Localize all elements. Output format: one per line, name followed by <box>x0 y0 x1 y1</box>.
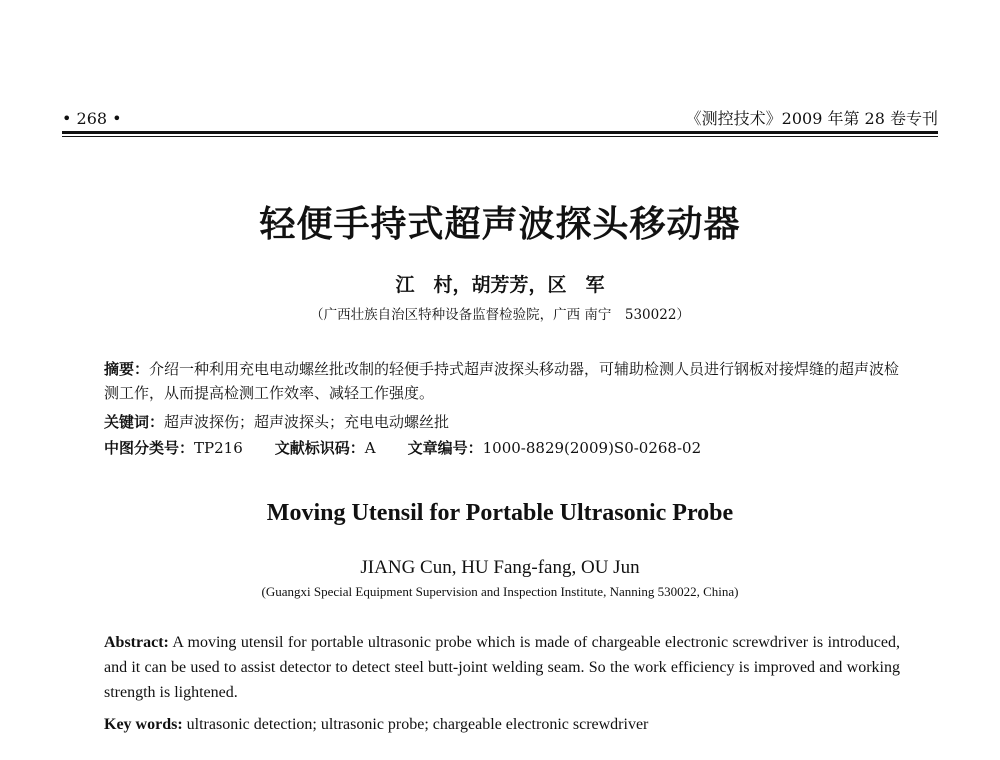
keywords-chinese-text: 超声波探伤；超声波探头；充电电动螺丝批 <box>164 413 450 431</box>
classification-line <box>104 437 701 458</box>
page-number: • 268 • <box>62 109 122 128</box>
clc-label: 中图分类号： <box>104 439 195 457</box>
abstract-chinese-label: 摘要： <box>104 360 150 378</box>
abstract-english-text: A moving utensil for portable ultrasonic probe which is made of chargeable electronic screwdriver is introduced, and it can be used to assist detector to detect steel butt-joint welding seam. So the work efficiency is improved and working strength is lightened. <box>104 634 900 701</box>
keywords-english <box>104 716 648 734</box>
title-english: Moving Utensil for Portable Ultrasonic Probe <box>266 500 734 526</box>
clc-value: TP216 <box>194 439 243 457</box>
authors-chinese: 江 村，胡芳芳，区 军 <box>395 274 605 296</box>
header-rule-thick <box>62 131 938 134</box>
doc-code-value: A <box>364 439 376 457</box>
keywords-chinese-label: 关键词： <box>104 413 165 431</box>
authors-english: JIANG Cun, HU Fang-fang, OU Jun <box>360 557 640 578</box>
page-header <box>62 106 938 129</box>
keywords-chinese <box>104 411 449 432</box>
keywords-english-label: Key words: <box>104 716 183 733</box>
article-no-label: 文章编号： <box>407 439 483 457</box>
affiliation-chinese: （广西壮族自治区特种设备监督检验院，广西 南宁 530022） <box>310 307 690 323</box>
abstract-chinese <box>104 357 900 405</box>
header-rule-thin <box>62 136 938 137</box>
title-chinese: 轻便手持式超声波探头移动器 <box>259 203 741 245</box>
doc-code-label: 文献标识码： <box>274 439 365 457</box>
abstract-english <box>104 630 900 705</box>
affiliation-english: (Guangxi Special Equipment Supervision and Inspection Institute, Nanning 530022, China) <box>261 584 739 599</box>
article-no-value: 1000-8829(2009)S0-0268-02 <box>482 439 702 457</box>
journal-name: 《测控技术》2009 年第 28 卷专刊 <box>685 109 938 128</box>
abstract-english-label: Abstract: <box>104 634 169 651</box>
abstract-chinese-text: 介绍一种利用充电电动螺丝批改制的轻便手持式超声波探头移动器，可辅助检测人员进行钢板对接焊缝的超声波检测工作，从而提高检测工作效率、减轻工作强度。 <box>104 360 900 402</box>
keywords-english-text: ultrasonic detection; ultrasonic probe; chargeable electronic screwdriver <box>186 716 649 733</box>
